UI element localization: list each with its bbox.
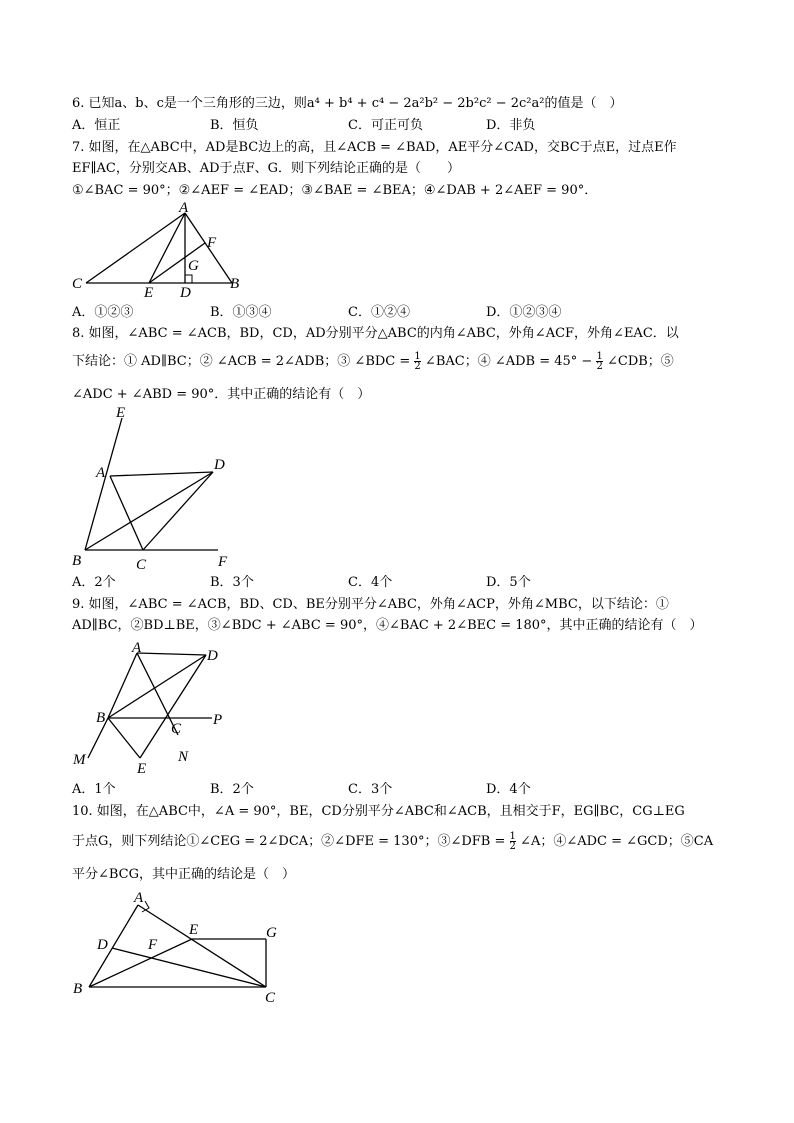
q9-option-d: D．4个 — [486, 782, 531, 797]
q10-stem-line2 — [72, 832, 713, 851]
q10-label-c: C — [265, 990, 276, 1006]
q10-label-f: F — [148, 937, 158, 953]
q10-stem-line2-part1: 于点G，则下列结论①∠CEG = 2∠DCA；②∠DFE = 130°；③∠DFB = — [72, 834, 506, 849]
q8-figure — [66, 403, 246, 573]
q9-label-c: C — [171, 721, 182, 737]
q10-fraction-num: 1 — [509, 831, 516, 842]
q8-option-a: A．2个 — [72, 575, 116, 590]
q8-stem-line2 — [72, 352, 674, 371]
q9-label-b: B — [96, 710, 106, 726]
q7-label-b: B — [230, 276, 240, 292]
q7-option-b: B．①③④ — [210, 305, 272, 320]
q10-label-g: G — [266, 925, 277, 941]
q10-fraction-den: 2 — [509, 841, 516, 852]
q9-option-a: A．1个 — [72, 782, 116, 797]
q8-label-f: F — [218, 554, 228, 570]
q10-stem-line1: 10. 如图，在△ABC中，∠A = 90°，BE，CD分别平分∠ABC和∠ACB，且相交于F，EG∥BC，CG⊥EG — [72, 804, 685, 819]
q10-stem-line3: 平分∠BCG，其中正确的结论是（ ） — [72, 867, 296, 882]
q10-label-e: E — [189, 922, 199, 938]
q7-label-f: F — [207, 235, 217, 251]
q8-stem-line2-part3: ∠CDB；⑤ — [606, 354, 674, 369]
q7-figure — [60, 198, 260, 300]
q7-stem-line2: EF∥AC，分别交AB、AD于点F、G．则下列结论正确的是（ ） — [72, 161, 461, 176]
q9-stem-line2: AD∥BC，②BD⊥BE，③∠BDC + ∠ABC = 90°，④∠BAC + 2∠BEC = 180°，其中正确的结论有（ ） — [72, 618, 703, 633]
q8-label-c: C — [136, 557, 147, 573]
q6-stem: 6. 已知a、b、c是一个三角形的三边，则a⁴ + b⁴ + c⁴ − 2a²b² − 2b²c² − 2c²a²的值是（ ） — [72, 96, 623, 111]
q9-label-n: N — [178, 749, 189, 765]
q7-label-d: D — [180, 285, 191, 301]
q8-option-c: C．4个 — [348, 575, 393, 590]
q8-stem-line2-part2: ∠BAC；④ ∠ADB = 45° − — [424, 354, 593, 369]
q9-label-m: M — [73, 752, 86, 768]
q6-option-b: B．恒负 — [210, 118, 259, 133]
q8-label-a: A — [96, 465, 106, 481]
q8-label-d: D — [214, 457, 225, 473]
q7-label-g: G — [188, 258, 199, 274]
q10-stem-line2-part2: ∠A；④∠ADC = ∠GCD；⑤CA — [520, 834, 714, 849]
q6-option-d: D．非负 — [486, 118, 536, 133]
q10-figure — [66, 884, 296, 1009]
q7-stem-line1: 7. 如图，在△ABC中，AD是BC边上的高，且∠ACB = ∠BAD，AE平分∠CAD，交BC于点E，过点E作 — [72, 140, 677, 155]
q9-label-p: P — [213, 712, 223, 728]
q8-option-d: D．5个 — [486, 575, 531, 590]
q8-fraction-2 — [596, 352, 602, 371]
q9-option-b: B．2个 — [210, 782, 254, 797]
q10-fraction — [510, 832, 516, 851]
q8-fraction-2-num: 1 — [596, 351, 603, 362]
q8-stem-line3: ∠ADC + ∠ABD = 90°．其中正确的结论有（ ） — [72, 387, 371, 402]
q8-fraction-2-den: 2 — [596, 361, 603, 372]
q7-option-d: D．①②③④ — [486, 305, 562, 320]
q8-fraction-1-den: 2 — [414, 361, 421, 372]
q8-label-e: E — [116, 405, 126, 421]
q9-figure — [66, 640, 236, 780]
q8-fraction-1-num: 1 — [414, 351, 421, 362]
q8-stem-line1: 8. 如图，∠ABC = ∠ACB，BD，CD，AD分别平分△ABC的内角∠ABC，外角∠ACF，外角∠EAC．以 — [72, 326, 679, 341]
q9-stem-line1: 9. 如图，∠ABC = ∠ACB，BD、CD、BE分别平分∠ABC，外角∠ACP，外角∠MBC，以下结论：① — [72, 597, 669, 612]
q7-label-e: E — [144, 285, 154, 301]
q7-label-c: C — [72, 276, 83, 292]
q6-option-a: A．恒正 — [72, 118, 121, 133]
q9-label-e: E — [137, 761, 147, 777]
q10-label-a: A — [134, 890, 144, 906]
q8-stem-line2-part1: 下结论：① AD∥BC；② ∠ACB = 2∠ADB；③ ∠BDC = — [72, 354, 411, 369]
q6-option-c: C．可正可负 — [348, 118, 423, 133]
q9-option-c: C．3个 — [348, 782, 393, 797]
q7-statements: ①∠BAC = 90°；②∠AEF = ∠EAD；③∠BAE = ∠BEA；④∠DAB + 2∠AEF = 90°． — [72, 183, 598, 198]
q7-option-a: A．①②③ — [72, 305, 134, 320]
q8-fraction-1 — [414, 352, 420, 371]
q8-label-b: B — [72, 553, 82, 569]
q7-option-c: C．①②④ — [348, 305, 410, 320]
q9-label-d: D — [207, 648, 218, 664]
q10-label-d: D — [97, 937, 108, 953]
q9-label-a: A — [132, 640, 142, 656]
q10-label-b: B — [73, 981, 83, 997]
q8-option-b: B．3个 — [210, 575, 254, 590]
q7-label-a: A — [179, 200, 189, 216]
